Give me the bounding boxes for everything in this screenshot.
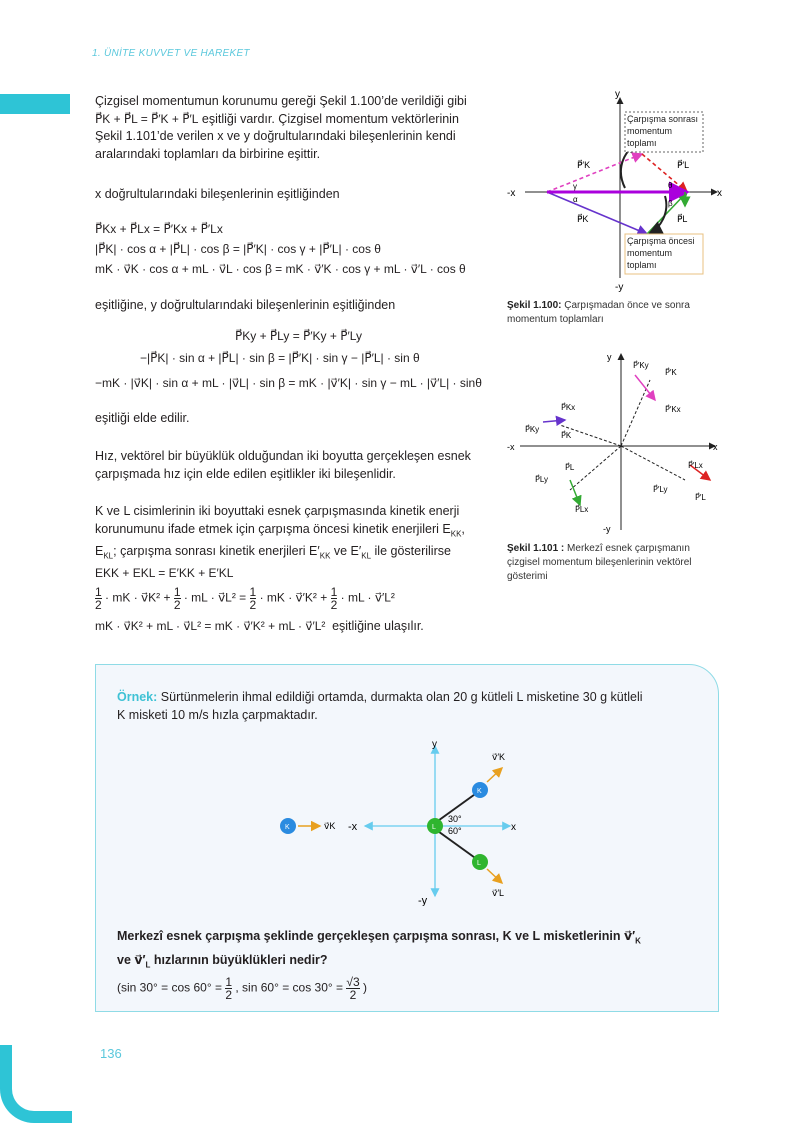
- figure-1-101: [505, 350, 730, 535]
- paragraph-result: eşitliği elde edilir.: [95, 411, 190, 425]
- label-pl-prime: P⃗′L: [677, 160, 690, 170]
- axis-label-y: y: [432, 739, 437, 750]
- velocity-vl-prime: [487, 869, 502, 883]
- label-gamma: γ: [573, 182, 577, 191]
- equation-x1: P⃗Kx + P⃗Lx = P⃗′Kx + P⃗′Lx: [95, 222, 223, 236]
- axis-label-x: x: [713, 442, 718, 452]
- vec-ply: [570, 480, 580, 505]
- label-pkx: P⃗Kx: [561, 403, 576, 412]
- caption-figure-1-100: Şekil 1.100: Çarpışmadan önce ve sonra momentum toplamları: [507, 300, 690, 325]
- example-label: Örnek:: [117, 690, 158, 704]
- text-line: Şekil 1.101’de verilen x ve y doğrultularındaki bileşenlerinin kendi: [95, 129, 456, 143]
- text-line: [95, 111, 505, 129]
- equation-y2: −|P⃗K| · sin α + |P⃗L| · sin β = |P⃗′K| · sin γ − |P⃗′L| · sin θ: [140, 351, 420, 365]
- label-vk-prime: v⃗′K: [492, 752, 506, 762]
- equation-x2: |P⃗K| · cos α + |P⃗L| · cos β = |P⃗′K| · cos γ + |P⃗′L| · cos θ: [95, 242, 381, 256]
- dash-pl: [570, 446, 621, 490]
- velocity-vk-prime: [487, 768, 502, 782]
- label-pky: P⃗Ky: [525, 425, 540, 434]
- page-corner-decoration: [0, 1045, 72, 1123]
- paragraph-kinetic-energy: [95, 503, 505, 565]
- label-pl: P⃗L: [565, 463, 575, 472]
- figure-1-100: [505, 88, 735, 298]
- svg-text:L: L: [477, 860, 481, 867]
- axis-label-x: x: [717, 188, 722, 199]
- running-header: 1. ÜNİTE KUVVET VE HAREKET: [92, 48, 250, 59]
- axis-label-mx: -x: [507, 188, 516, 199]
- text-line: aralarındaki toplamları da birbirine eşittir.: [95, 146, 321, 161]
- svg-text:K: K: [477, 788, 482, 795]
- side-tab-decoration: [0, 94, 70, 114]
- angle-30: 30°: [448, 814, 462, 824]
- vec-pkx: [543, 420, 565, 422]
- equation-energy1: EKK + EKL = E′KK + E′KL: [95, 566, 234, 580]
- svg-text:L: L: [432, 824, 436, 831]
- example-diagram: [270, 736, 530, 906]
- label-pl-prime: P⃗′L: [695, 493, 706, 502]
- text-line: çarpışmada hız için elde edilen eşitlikler iki bileşenlidir.: [95, 466, 396, 481]
- label-ply-prime: P⃗′Ly: [653, 485, 668, 494]
- label-pkx-prime: P⃗′Kx: [665, 405, 681, 414]
- equation-y3: −mK · |v⃗K| · sin α + mL · |v⃗L| · sin β = mK · |v⃗′K| · sin γ − mL · |v⃗′L| · sinθ: [95, 376, 482, 390]
- caption-figure-1-101: Şekil 1.101 : Merkezî esnek çarpışmanın çizgisel momentum bileşenlerinin vektörel gösterimi: [507, 543, 692, 582]
- axis-label-y: y: [607, 352, 612, 362]
- dash-pk-prime: [621, 380, 650, 446]
- label-vl-prime: v⃗′L: [492, 888, 505, 898]
- box-before-text: Çarpışma öncesi momentum toplamı: [627, 236, 695, 270]
- equation-momentum-conservation: P⃗K + P⃗L = P⃗′K + P⃗′L: [95, 111, 199, 126]
- label-plx-prime: P⃗′Lx: [688, 461, 703, 470]
- paragraph-intro: [95, 93, 505, 163]
- vector-pk-after: [547, 154, 642, 192]
- axis-label-mx: -x: [507, 442, 515, 452]
- vec-pky-prime: [635, 375, 655, 400]
- label-ply: P⃗Ly: [535, 475, 548, 484]
- angle-60: 60°: [448, 826, 462, 836]
- equation-y1: P⃗Ky + P⃗Ly = P⃗′Ky + P⃗′Ly: [235, 329, 362, 343]
- label-pk: P⃗K: [561, 431, 572, 440]
- label-pk-prime: P⃗′K: [577, 160, 591, 170]
- paragraph-y-components: eşitliğine, y doğrultularındaki bileşenlerinin eşitliğinden: [95, 298, 396, 312]
- label-plx: P⃗Lx: [575, 505, 589, 514]
- text-line: korunumunu ifade etmek için çarpışma öncesi kinetik enerjileri $E_{KK}$,: [95, 521, 465, 538]
- box-after-text: Çarpışma sonrası momentum toplamı: [627, 114, 699, 148]
- axis-label-y: y: [615, 89, 620, 100]
- text-line: $E_{KL}$; çarpışma sonrası kinetik enerjileri $E'_{KK}$ ve $E'_{KL}$ ile gösterilirse: [95, 543, 451, 560]
- equation-energy3: mK · v⃗K² + mL · v⃗L² = mK · v⃗′K² + mL · v⃗′L² eşitliğine ulaşılır.: [95, 619, 424, 633]
- svg-text:K: K: [285, 824, 290, 831]
- label-alpha: α: [573, 195, 578, 204]
- label-pk: P⃗K: [577, 214, 589, 224]
- label-pl: P⃗L: [677, 214, 688, 224]
- label-pk-prime: P⃗′K: [665, 368, 677, 377]
- paragraph-x-components: x doğrultularındaki bileşenlerinin eşitliğinden: [95, 187, 340, 201]
- axis-label-my: -y: [418, 895, 428, 906]
- text-line: K ve L cisimlerinin iki boyuttaki esnek çarpışmasında kinetik enerji: [95, 504, 460, 518]
- text-fragment: eşitliği vardır. Çizgisel momentum vektörlerinin: [201, 111, 459, 126]
- page-number: 136: [100, 1046, 122, 1061]
- example-text: Örnek: Sürtünmelerin ihmal edildiği ortamda, durmakta olan 20 g kütleli L misketine 30 g kütleli K misketi 10 m/s hızla çarpmaktadır.: [117, 690, 643, 722]
- text-line: Çizgisel momentumun korunumu gereği Şekil 1.100’de verildiği gibi: [95, 94, 467, 108]
- axis-label-x: x: [511, 822, 516, 833]
- vector-pk-before: [547, 192, 647, 234]
- equation-x3: mK · v⃗K · cos α + mL · v⃗L · cos β = mK · v⃗′K · cos γ + mL · v⃗′L · cos θ: [95, 262, 466, 276]
- axis-label-my: -y: [603, 524, 611, 534]
- label-vk: v⃗K: [324, 821, 336, 831]
- label-beta: β: [668, 199, 673, 208]
- example-question: Merkezî esnek çarpışma şeklinde gerçekleşen çarpışma sonrası, K ve L misketlerinin $v⃗'_K$ ve $v⃗'_L$ hızlarının büyüklükleri nedir?: [117, 929, 641, 969]
- dash-pl-prime: [621, 446, 685, 480]
- example-hint: (sin 30° = cos 60° = $\frac{1}{2}$ , sin 60° = cos 30° = $\frac{√3}{2}$ ): [117, 975, 367, 1002]
- vector-pl-before: [647, 192, 687, 234]
- label-pky-prime: P⃗′Ky: [633, 361, 649, 370]
- axis-label-mx: -x: [348, 821, 358, 833]
- axis-label-my: -y: [615, 282, 624, 293]
- label-theta: θ: [668, 181, 673, 190]
- text-line: Hız, vektörel bir büyüklük olduğundan iki boyutta gerçekleşen esnek: [95, 449, 471, 463]
- paragraph-velocity: [95, 448, 505, 483]
- equation-energy2: $\frac{1}{2}$ · mK · v⃗K² + $\frac{1}{2}$ · mL · v⃗L² = $\frac{1}{2}$ · mK · v⃗′K² + $\frac{1}{2}$ · mL · v⃗′L²: [95, 585, 395, 612]
